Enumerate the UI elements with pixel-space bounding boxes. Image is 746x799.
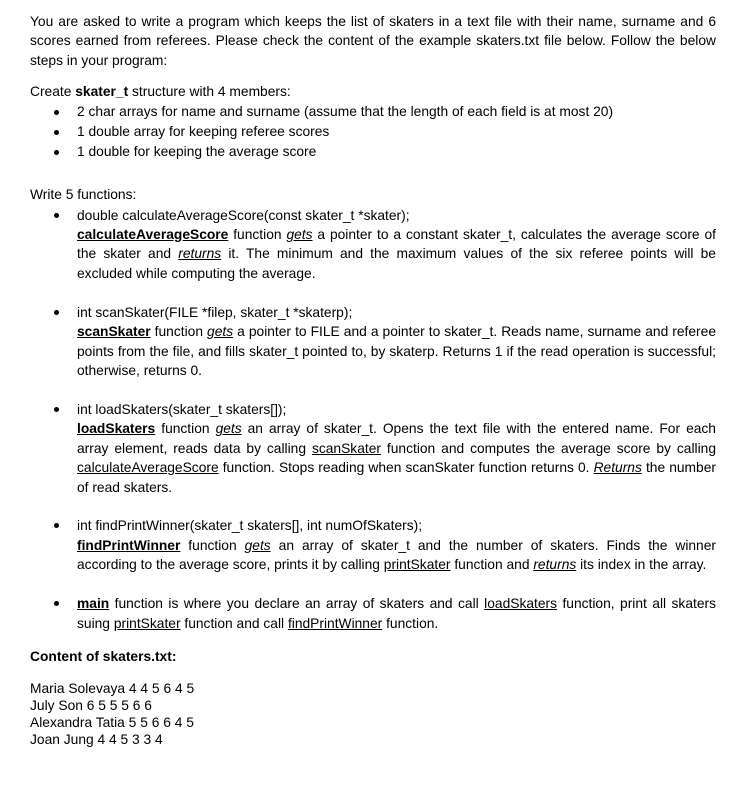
function-item-calculate-average-score <box>30 206 716 284</box>
function-name: calculateAverageScore <box>77 227 229 243</box>
file-line: Joan Jung 4 4 5 3 3 4 <box>30 732 163 748</box>
file-line: Maria Solevaya 4 4 5 6 4 5 <box>30 681 195 697</box>
function-name: main <box>77 596 110 612</box>
function-description: main function is where you declare an array of skaters and call loadSkaters function, print all skaters suing printSkater function and call findPrintWinner function. <box>77 596 716 631</box>
function-signature: int scanSkater(FILE *filep, skater_t *skaterp); <box>77 304 353 320</box>
list-item: 1 double array for keeping referee scores <box>30 122 716 142</box>
function-signature: double calculateAverageScore(const skater_t *skater); <box>77 207 410 223</box>
file-content-heading: Content of skaters.txt: <box>30 648 177 664</box>
function-item-main <box>30 594 716 633</box>
structure-heading: Create skater_t structure with 4 members: <box>30 84 291 100</box>
function-item-scan-skater <box>30 303 716 381</box>
function-name: findPrintWinner <box>77 537 181 553</box>
function-name: loadSkaters <box>77 421 156 437</box>
function-description: findPrintWinner function gets an array of skater_t and the number of skaters. Finds the winner according to the average score, prints it by calling printSkater function and returns its index in the array. <box>77 537 716 573</box>
function-signature: int findPrintWinner(skater_t skaters[], int numOfSkaters); <box>77 518 423 534</box>
function-description: loadSkaters function gets an array of skater_t. Opens the text file with the entered name. For each array element, reads data by calling scanSkater function and computes the average score by calling calculateAverageScore function. Stops reading when scanSkater function returns 0. Returns the number of read skaters. <box>77 421 716 495</box>
function-description: scanSkater function gets a pointer to FILE and a pointer to skater_t. Reads name, surname and referee points from the file, and fills skater_t pointed to, by skaterp. Returns 1 if the read operation is successful; otherwise, returns 0. <box>77 324 716 378</box>
structure-members-list <box>30 102 716 163</box>
file-content <box>30 680 716 748</box>
file-line: Alexandra Tatia 5 5 6 6 4 5 <box>30 715 194 731</box>
list-item: 1 double for keeping the average score <box>30 142 716 162</box>
function-description: calculateAverageScore function gets a pointer to a constant skater_t, calculates the average score of the skater and returns it. The minimum and the maximum values of the six referee points will be excluded while computing the average. <box>77 227 716 281</box>
function-item-find-print-winner <box>30 516 716 574</box>
structure-name: skater_t <box>75 84 129 100</box>
list-item: 2 char arrays for name and surname (assume that the length of each field is at most 20) <box>30 102 716 122</box>
functions-heading: Write 5 functions: <box>30 187 137 203</box>
function-name: scanSkater <box>77 324 151 340</box>
intro-paragraph: You are asked to write a program which keeps the list of skaters in a text file with their name, surname and 6 scores earned from referees. Please check the content of the example skaters.txt file below. Follow the below steps in your program: <box>30 14 716 68</box>
function-item-load-skaters <box>30 400 716 497</box>
function-signature: int loadSkaters(skater_t skaters[]); <box>77 401 287 417</box>
file-line: July Son 6 5 5 5 6 6 <box>30 698 152 714</box>
